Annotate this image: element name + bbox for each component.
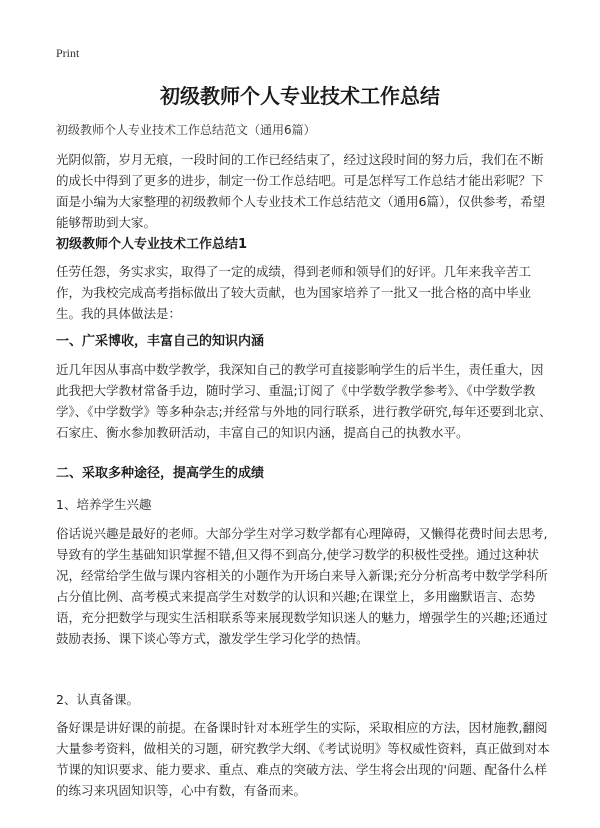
document-subtitle: 初级教师个人专业技术工作总结范文（通用6篇） (56, 123, 316, 137)
subheading-1-body: 俗话说兴趣是最好的老师。大部分学生对学习数学都有心理障碍，又懒得花费时间去思考,导致有的学生基础知识掌握不错,但又得不到高分,使学习数学的积极性受挫。通过这种状况，经常给学生做与课内容相关的小题作为开场白来导入新课;充分分析高考中数学学科所占分值比例、高考模式来提高学生对数学的认识和兴趣;在课堂上，多用幽默语言、态势语，充分把数学与现实生活相联系等来展现数学知识迷人的魅力，增强学生的兴趣;还通过鼓励表扬、课下谈心等方式，激发学生学习化学的热情。 (56, 526, 548, 646)
intro-paragraph: 光阴似箭，岁月无痕，一段时间的工作已经结束了，经过这段时间的努力后，我们在不断的成长中得到了更多的进步，制定一份工作总结吧。可是怎样写工作总结才能出彩呢？下面是小编为大家整理的初级教师个人专业技术工作总结范文（通用6篇），仅供参考，希望能够帮助到大家。 (56, 152, 546, 230)
section-1-intro: 任劳任怨，务实求实，取得了一定的成绩，得到老师和领导们的好评。几年来我辛苦工作，为我校完成高考指标做出了较大贡献，也为国家培养了一批又一批合格的高中毕业生。我的具体做法是： (56, 264, 532, 321)
subheading-2: 2、认真备课。 (56, 692, 139, 707)
heading-1-body: 近几年因从事高中数学教学，我深知自己的教学可直接影响学生的后半生，责任重大，因此我把大学教材常备手边，随时学习、重温;订阅了《中学数学教学参考》、《中学数学教学》、《中学数学》等多种杂志;并经常与外地的同行联系，进行教学研究,每年还要到北京、石家庄、衡水参加教研活动，丰富自己的知识内涵，提高自己的执教水平。 (56, 362, 552, 440)
heading-2: 二、采取多种途径，提高学生的成绩 (56, 466, 265, 481)
subheading-2-body: 备好课是讲好课的前提。在备课时针对本班学生的实际，采取相应的方法，因材施教,翻阅大量参考资料，做相关的习题，研究教学大纲、《考试说明》等权威性资料，真正做到对本节课的知识要求、能力要求、重点、难点的突破方法、学生将会出现的'问题、配备什么样的练习来巩固知识等，心中有数，有备而来。 (56, 720, 550, 798)
subheading-1: 1、培养学生兴趣 (56, 497, 152, 512)
heading-1: 一、广采博收，丰富自己的知识内涵 (56, 334, 265, 349)
section-1-title: 初级教师个人专业技术工作总结1 (56, 237, 248, 252)
page-title: 初级教师个人专业技术工作总结 (160, 84, 440, 108)
print-link[interactable]: Print (56, 46, 80, 60)
